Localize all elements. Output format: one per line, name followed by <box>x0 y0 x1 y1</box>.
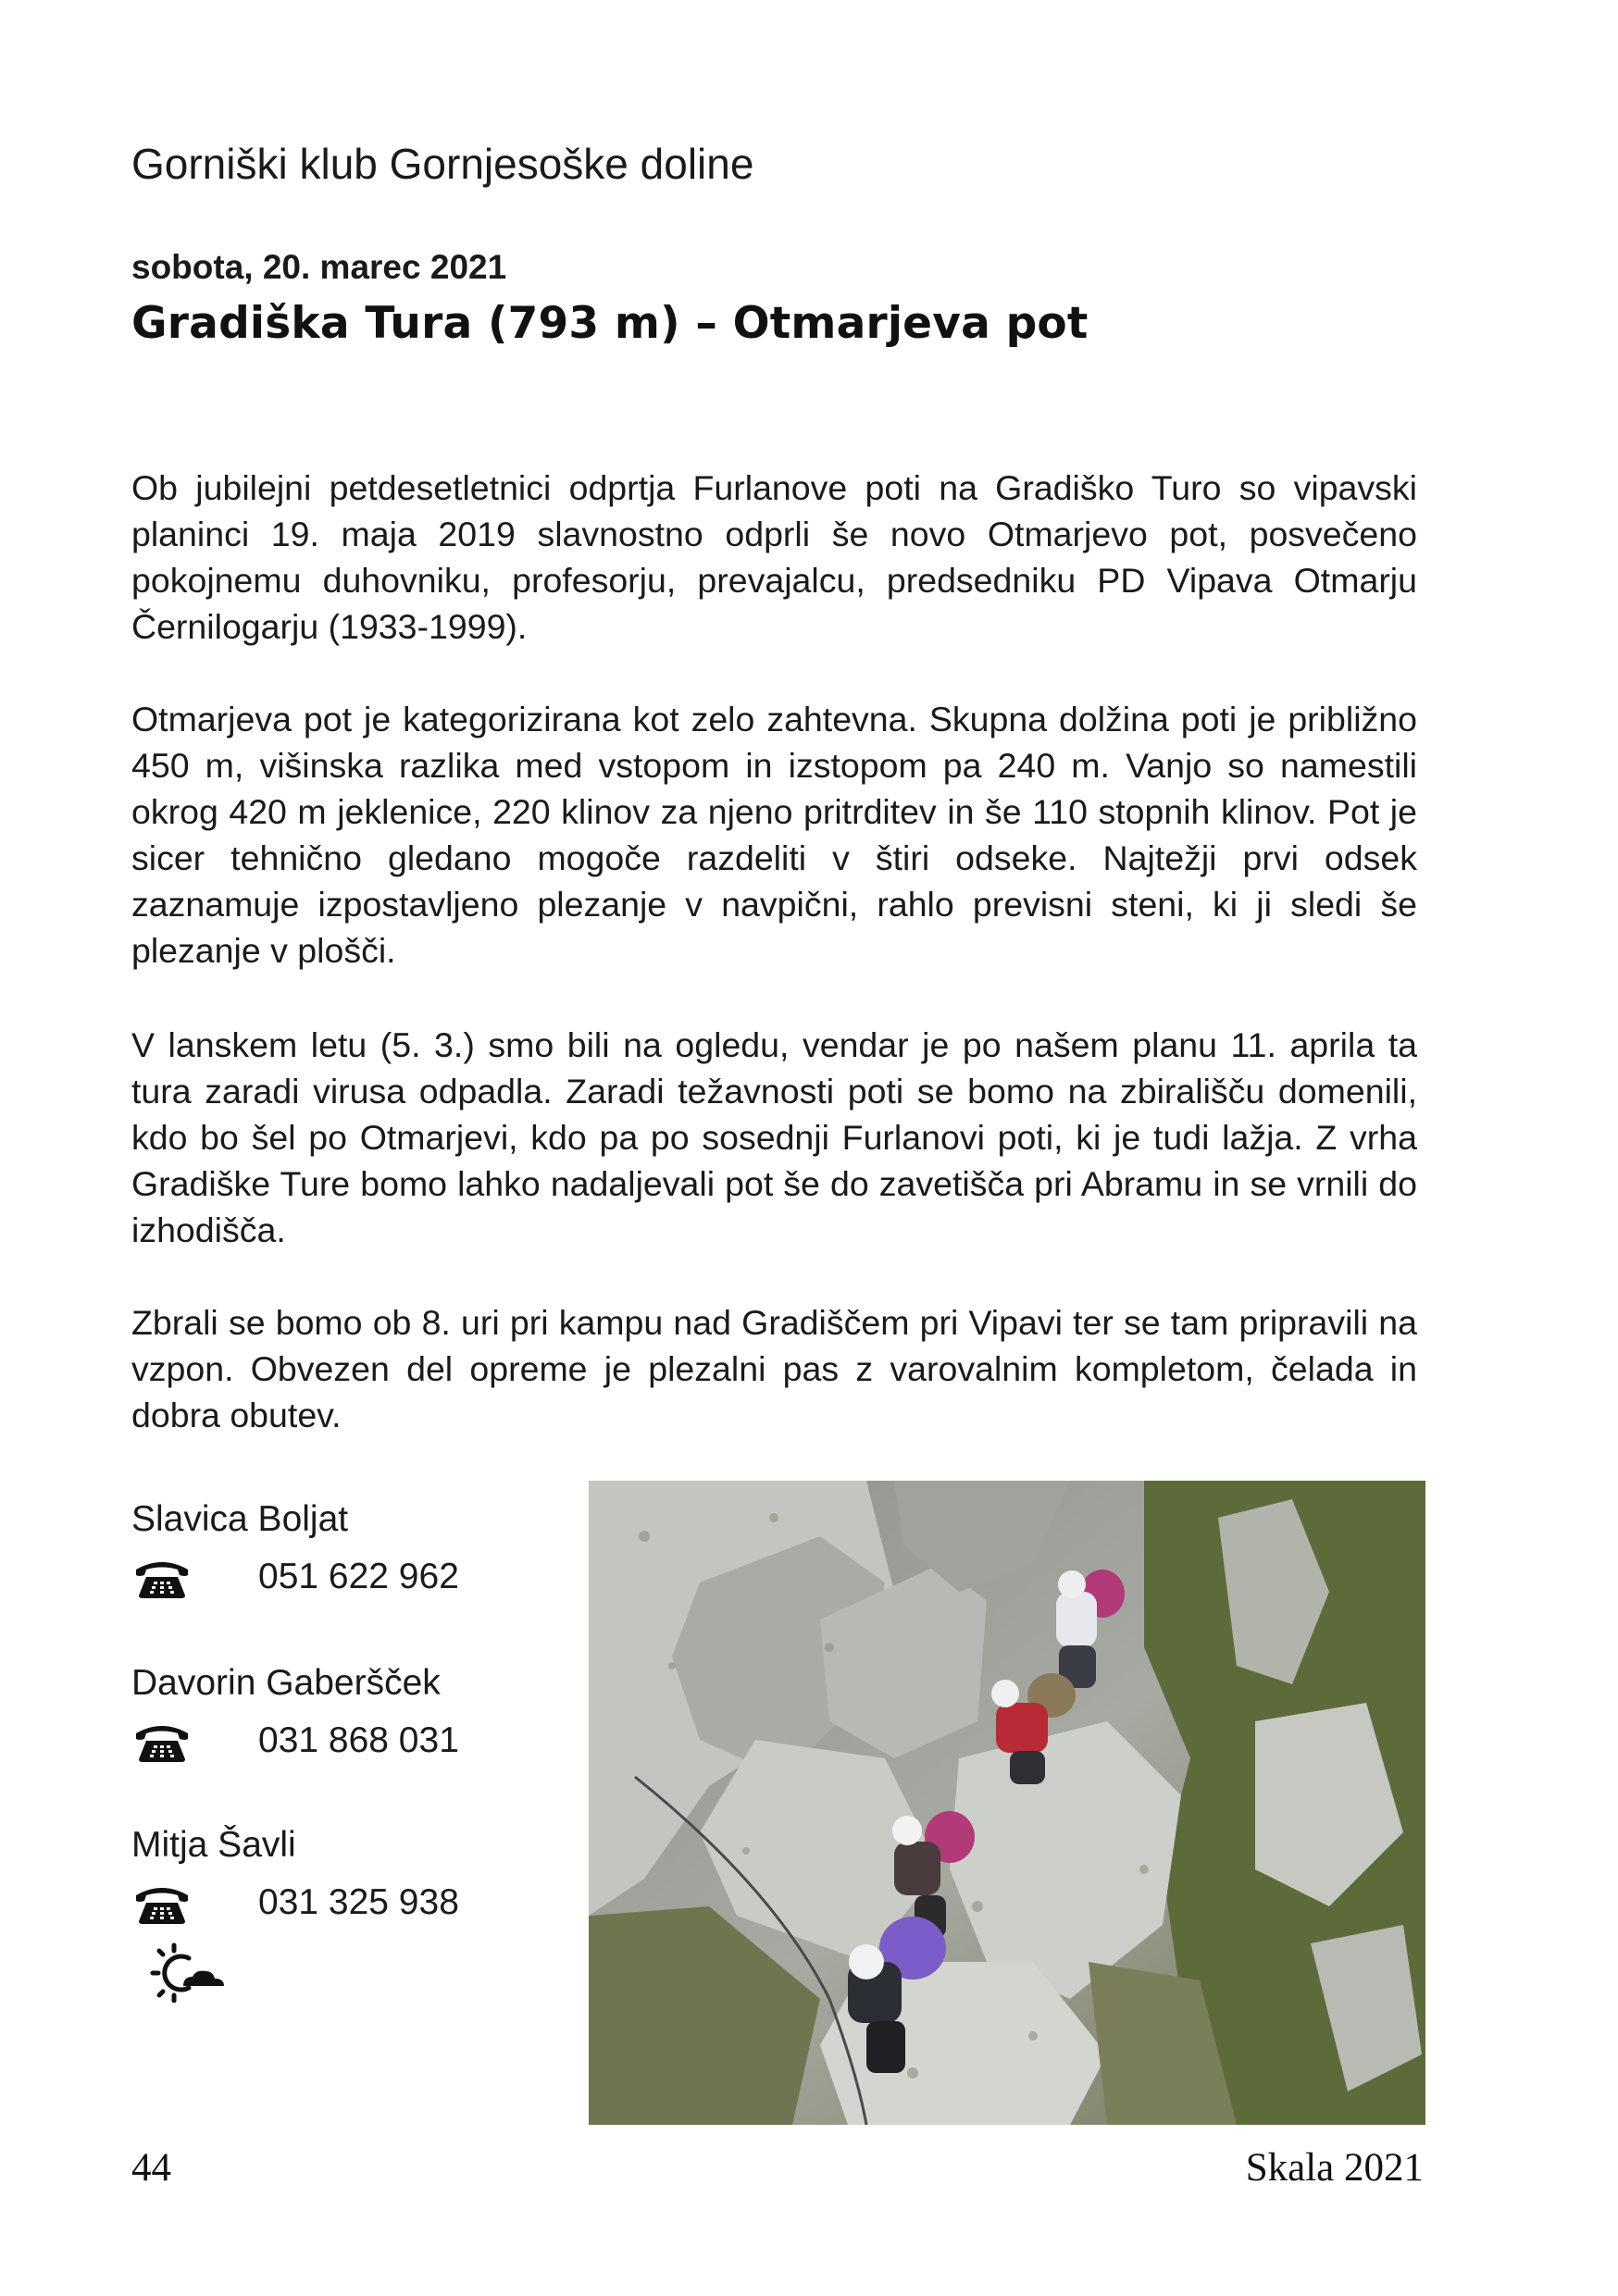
paragraph-intro: Ob jubilejni petdesetletnici odprtja Furlanove poti na Gradiško Turo so vipavski planinci 19. maja 2019 slavnostno odprli še novo Otmarjevo pot, posvečeno pokojnemu duhovniku, profesorju, prevajalcu, predsedniku PD Vipava Otmarju Černilogarju (1933-1999). <box>131 468 1417 646</box>
publication-name: Skala 2021 <box>1245 2146 1424 2190</box>
page-number: 44 <box>131 2146 171 2190</box>
telephone-icon <box>133 1557 191 1599</box>
contact-name-2: Davorin Gaberšček <box>131 1663 441 1703</box>
event-title: Gradiška Tura (793 m) – Otmarjeva pot <box>131 298 1089 349</box>
climbing-photo <box>589 1481 1425 2125</box>
paragraph-meeting: Zbrali se bomo ob 8. uri pri kampu nad Gradiščem pri Vipavi ter se tam pripravili na vzpon. Obvezen del opreme je plezalni pas z varovalnim kompletom, čelada in dobra obutev. <box>131 1303 1417 1434</box>
contact-name-1: Slavica Boljat <box>131 1499 349 1539</box>
telephone-icon <box>133 1720 191 1763</box>
paragraph-plan: V lanskem letu (5. 3.) smo bili na ogledu, vendar je po našem planu 11. aprila ta tura zaradi virusa odpadla. Zaradi težavnosti poti se bomo na zbirališču domenili, kdo bo šel po Otmarjevi, kdo pa po sosednji Furlanovi poti, ki je tudi lažja. Z vrha Gradiške Ture bomo lahko nadaljevali pot še do zavetišča pri Abramu in se vrnili do izhodišča. <box>131 1025 1417 1249</box>
paragraph-route-details: Otmarjeva pot je kategorizirana kot zelo zahtevna. Skupna dolžina poti je približno 450 m, višinska razlika med vstopom in izstopom pa 240 m. Vanjo so namestili okrog 420 m jeklenice, 220 klinov za njeno pritrditev in še 110 stopnih klinov. Pot je sicer tehnično gledano mogoče razdeliti v štiri odseke. Najtežji prvi odsek zaznamuje izpostavljeno plezanje v navpični, rahlo previsni steni, ki ji sledi še plezanje v plošči. <box>131 700 1417 970</box>
club-name: Gorniški klub Gornjesoške doline <box>131 140 754 188</box>
contact-phone-2: 031 868 031 <box>258 1720 459 1760</box>
contact-name-3: Mitja Šavli <box>131 1825 296 1865</box>
contact-phone-3: 031 325 938 <box>258 1882 459 1922</box>
event-date: sobota, 20. marec 2021 <box>131 248 507 286</box>
contact-phone-1: 051 622 962 <box>258 1557 459 1596</box>
telephone-icon <box>133 1882 191 1925</box>
sun-cloud-icon <box>150 1942 226 2003</box>
